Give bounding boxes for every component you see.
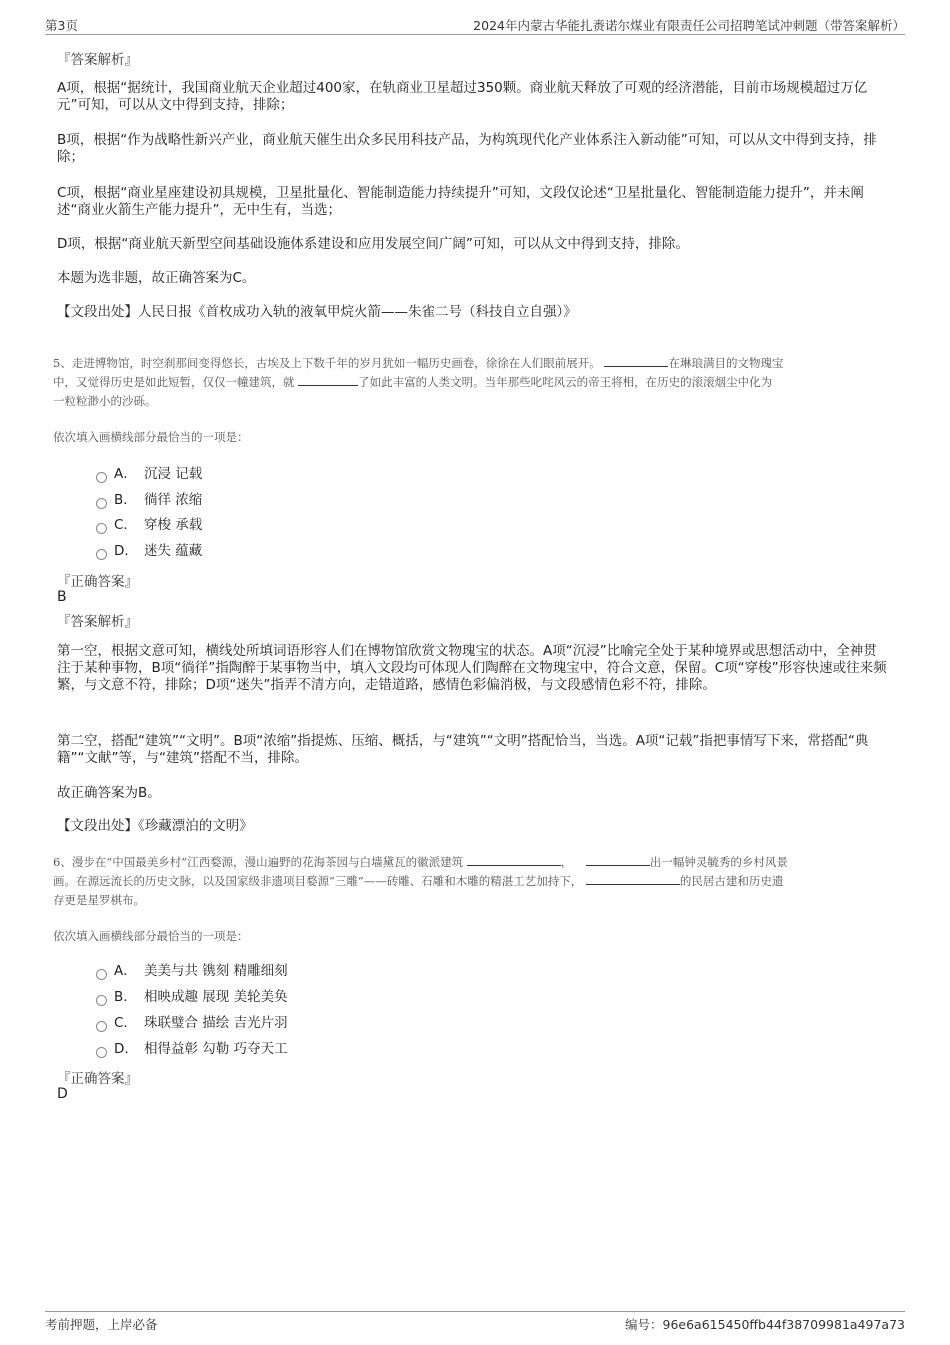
analysis-paragraph: A项，根据“据统计，我国商业航天企业超过400家，在轨商业卫星超过350颗。商业航天释放了可观的经济潜能，目前市场规模超过万亿元”可知，可以从文中得到支持，排除； [57,80,868,113]
radio-icon[interactable] [96,498,107,509]
radio-icon[interactable] [96,969,107,980]
analysis-label: 『答案解析』 [57,614,138,630]
fill-blank[interactable] [298,374,358,386]
analysis-paragraph: 第一空，根据文意可知，横线处所填词语形容人们在博物馆欣赏文物瑰宝的状态。A项“沉浸”比喻完全处于某种境界或思想活动中，全神贯注于某种事物，B项“徜徉”指陶醉于某事物当中，填入文段均可体现人们陶醉在文物瑰宝中，符合文意，保留。C项“穿梭”形容快速或往来频繁，与文意不符，排除；D项“迷失”指弄不清方向，走错道路，感情色彩偏消极，与文段感情色彩不符，排除。 [57,643,887,693]
option-b[interactable]: B． 相映成趣 展现 美轮美奂 [96,988,288,1006]
option-c[interactable]: C． 穿梭 承载 [96,516,202,534]
option-b[interactable]: B． 徜徉 浓缩 [96,491,202,509]
option-d[interactable]: D． 迷失 蕴藏 [96,542,202,560]
analysis-label: 『答案解析』 [57,52,138,68]
radio-icon[interactable] [96,995,107,1006]
question-5-stem: 5、走进博物馆，时空刹那间变得悠长，古埃及上下数千年的岁月犹如一幅历史画卷，徐徐在人们眼前展开。 在琳琅满目的文物瑰宝 中，又觉得历史是如此短暂，仅仅一幢建筑，就 了如此丰富的人类文明。当年那些叱咤风云的帝王将相，在历史的滚滚烟尘中化为 一粒粒渺小的沙砾。 [53,356,784,408]
radio-icon[interactable] [96,1021,107,1032]
document-title: 2024年内蒙古华能扎赉诺尔煤业有限责任公司招聘笔试冲刺题（带答案解析） [473,18,905,33]
fill-blank[interactable] [586,873,680,885]
answer-conclusion: 故正确答案为B。 [57,785,161,801]
footer-slogan: 考前押题，上岸必备 [45,1317,158,1332]
analysis-paragraph: D项，根据“商业航天新型空间基础设施体系建设和应用发展空间广阔”可知，可以从文中得到支持，排除。 [57,236,689,252]
fill-blank[interactable] [586,854,650,866]
correct-answer: D [57,1086,68,1102]
question-prompt: 依次填入画横线部分最恰当的一项是： [53,929,249,943]
analysis-paragraph: 第二空，搭配“建筑”“文明”。B项“浓缩”指提炼、压缩、概括，与“建筑”“文明”搭配恰当，当选。A项“记载”指把事情写下来，常搭配“典籍”“文献”等，与“建筑”搭配不当，排除。 [57,733,869,766]
document-code: 编号：96e6a615450ffb44f38709981a497a73 [625,1317,905,1332]
question-6-stem: 6、漫步在“中国最美乡村”江西婺源，漫山遍野的花海茶园与白墙黛瓦的徽派建筑 ， 出一幅钟灵毓秀的乡村风景 画。在源远流长的历史文脉，以及国家级非遗项目婺源“三雕”——砖雕、石雕和木雕的精湛工艺加持下， 的民居古建和历史遗 存更是星罗棋布。 [53,855,788,907]
answer-conclusion: 本题为选非题，故正确答案为C。 [57,270,256,286]
fill-blank[interactable] [604,355,668,367]
correct-answer: B [57,589,67,605]
analysis-paragraph: C项，根据“商业星座建设初具规模，卫星批量化、智能制造能力持续提升”可知，文段仅论述“卫星批量化、智能制造能力提升”，并未阐述“商业火箭生产能力提升”，无中生有，当选； [57,185,864,218]
page-footer [45,1311,905,1334]
radio-icon[interactable] [96,1047,107,1058]
source-citation: 【文段出处】人民日报《首枚成功入轨的液氧甲烷火箭——朱雀二号（科技自立自强）》 [57,304,577,320]
question-prompt: 依次填入画横线部分最恰当的一项是： [53,430,249,444]
correct-answer-label: 『正确答案』 [57,1071,138,1087]
page-header [45,14,905,35]
radio-icon[interactable] [96,472,107,483]
analysis-paragraph: B项，根据“作为战略性新兴产业，商业航天催生出众多民用科技产品，为构筑现代化产业体系注入新动能”可知，可以从文中得到支持，排除； [57,132,877,165]
page-number: 第3页 [45,18,78,33]
fill-blank[interactable] [467,854,561,866]
correct-answer-label: 『正确答案』 [57,574,138,590]
radio-icon[interactable] [96,523,107,534]
option-d[interactable]: D． 相得益彰 勾勒 巧夺天工 [96,1040,288,1058]
option-a[interactable]: A． 美美与共 镌刻 精雕细刻 [96,962,288,980]
source-citation: 【文段出处】《珍藏漂泊的文明》 [57,818,253,834]
radio-icon[interactable] [96,549,107,560]
option-a[interactable]: A． 沉浸 记载 [96,465,202,483]
option-c[interactable]: C． 珠联璧合 描绘 吉光片羽 [96,1014,288,1032]
